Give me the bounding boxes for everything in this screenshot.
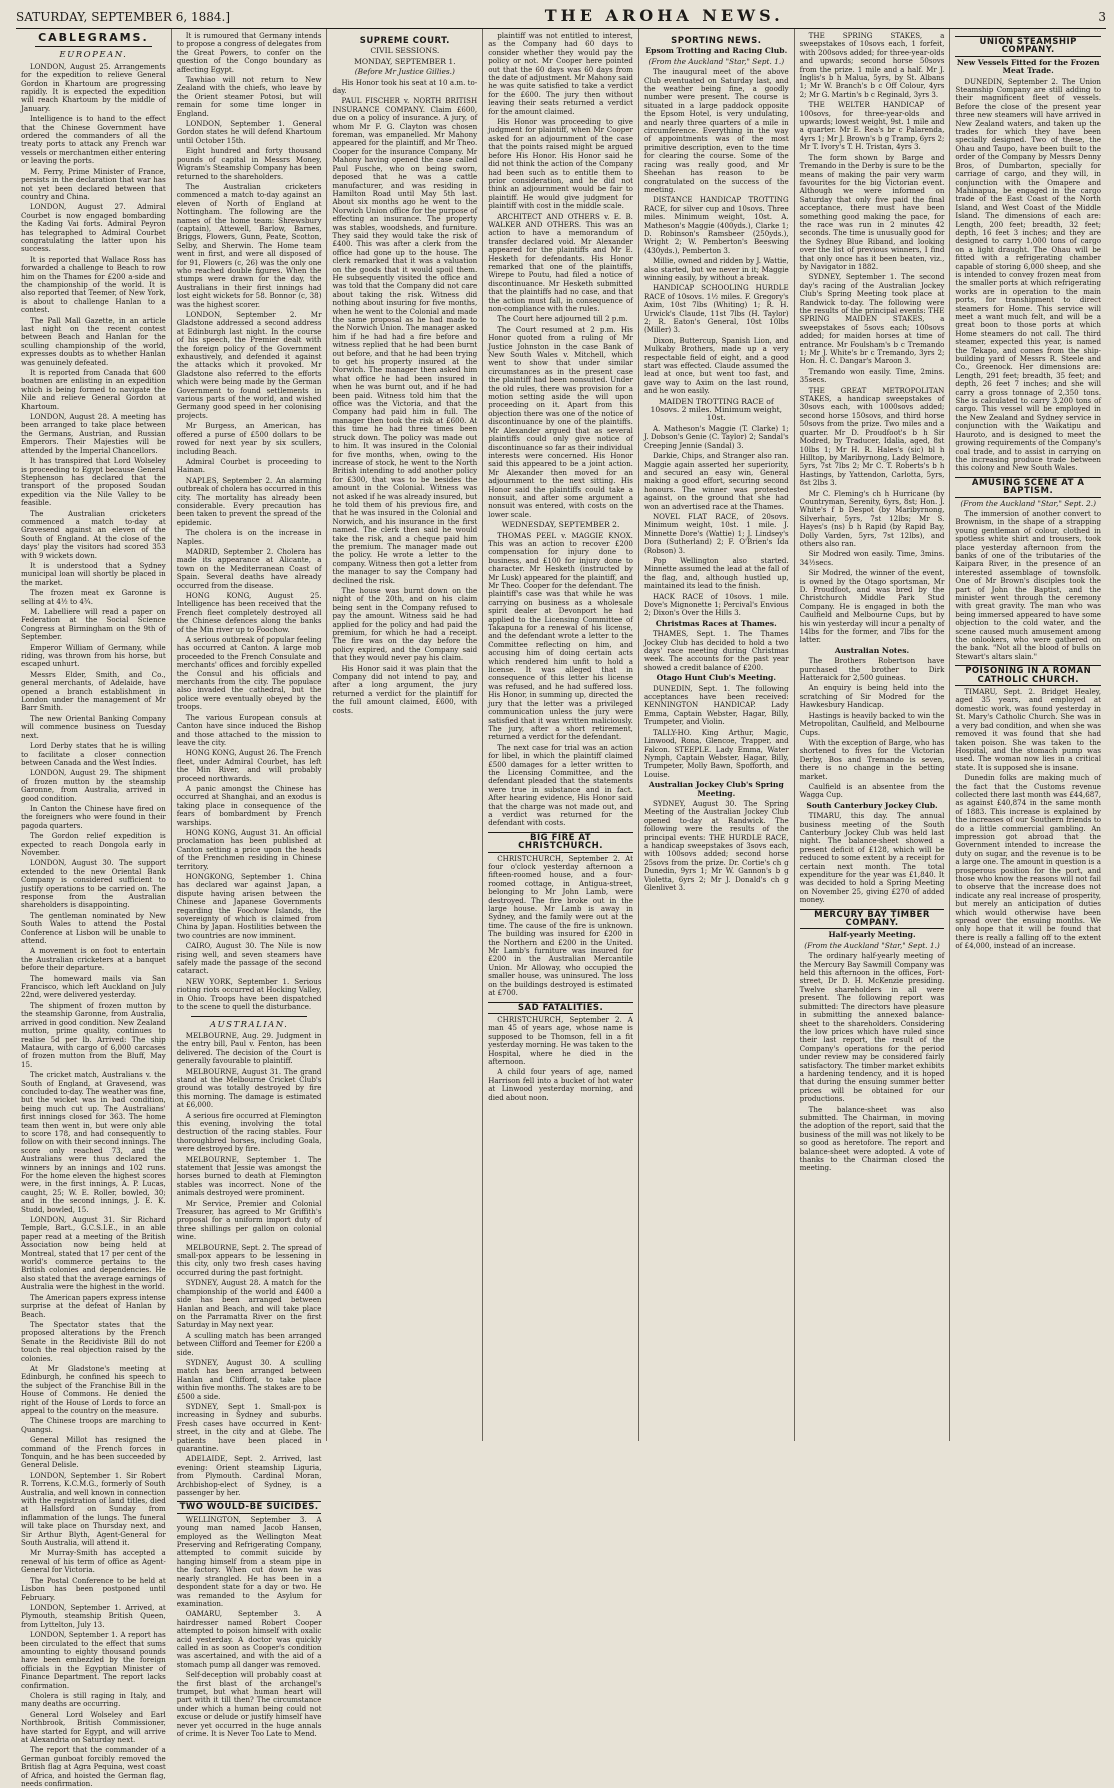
article-paragraph: The Australian cricketers commenced a match to-day against an eleven of North of England at Nottingham. The following are the names of the home team: Shrewsbury (captain), Attewell, Barlow, Barnes, Briggs, Flowers, Gunn, Peate, Scotton, Selby, and Sherwin. The Home team went in first, and were all disposed of for 91, Flowers (c, 26) was the only one who reached double figures. When the stumps were drawn for the day, the Australians in their first innings had lost eight wickets for 58. Bonnor (c, 38) was the highest scorer.	[176, 181, 322, 309]
article-paragraph: CHRISTCHURCH, September 2. A man 45 of years age, whose name is supposed to be Thomson, fell in a fit yesterday morning. He was taken to the Hospital, where he died in the afternoon.	[488, 1014, 633, 1066]
article-paragraph: LONDON, August 27. Admiral Courbet is now engaged bombarding the Kading Vai forts. Admiral Peyron has telegraphed to Admiral Courbet congratulating the latter upon his success.	[21, 202, 166, 254]
article-paragraph: Pop Wellington also started. Minnette assumed the lead at the fall of the flag, and, although hustled up, maintained its lead to the finish.	[643, 555, 789, 591]
article-paragraph: It has transpired that Lord Wolseley is proceeding to Egypt because General Stephenson has declared that the transport of the proposed Soudan expedition via the Nile Valley to be feasible.	[21, 456, 166, 508]
column-4	[483, 29, 639, 1441]
article-paragraph: Cholera is still raging in Italy, and many deaths are occurring.	[21, 1690, 166, 1709]
article-paragraph: OAMARU, September 3. A hairdresser named Robert Cooper attempted to poison himself with oxalic acid yesterday. A doctor was quickly called in as soon as Cooper's condition was ascertained, and with the aid of a stomach pump all danger was removed.	[176, 1609, 322, 1669]
poisoning-body	[955, 688, 1101, 951]
european-heading: EUROPEAN.	[59, 50, 128, 61]
epsom-source: (From the Auckland "Star," Sept. 1.)	[648, 56, 785, 66]
article-paragraph: Millie, owned and ridden by J. Wattie, also started, but we never in it; Maggie winning easily, by without a break.	[643, 256, 789, 282]
article-paragraph: Caulfield is an absentee from the Wagga Cup.	[799, 781, 945, 800]
fire-heading: BIG FIRE AT CHRISTCHURCH.	[488, 832, 633, 853]
article-paragraph: Emperor William of Germany, while riding, was thrown from his horse, but escaped unhurt.	[21, 642, 166, 669]
article-paragraph: The ordinary half-yearly meeting of the Mercury Bay Sawmill Company was held this afternoon in the offices, Fort-street, Dr D. H. McKenzie presiding. Twelve shareholders in all were present. The following report was submitted: The directors have pleasure in submitting the annexed balance-sheet to the shareholders. Considering the low prices which have ruled since their last report, the result of the Company's operations for the period under review may be considered fairly satisfactory. The timber market exhibits a hardening tendency, and it is hoped that during the ensuing summer better prices will be obtained for our productions.	[799, 951, 945, 1104]
column-1	[16, 29, 172, 1788]
racing-continued	[800, 32, 945, 645]
article-paragraph: The Postal Conference to be held at Lisbon has been postponed until February.	[21, 1575, 166, 1602]
mercury-bay-heading: MERCURY BAY TIMBER COMPANY.	[800, 909, 945, 930]
article-paragraph: The next case for trial was an action for libel, in which the plaintiff claimed £500 damages for a letter written to the Licensing Committee, and the defendant pleaded that the statements were true in substance and in fact. After hearing evidence, His Honor said that the charge was not made out, and a verdict was returned for the defendant with costs.	[488, 742, 633, 828]
article-paragraph: A serious fire occurred at Flemington this evening, involving the total destruction of the racing stables. Four thoroughbred horses, including Goala, were destroyed by fire.	[176, 1110, 322, 1154]
divider	[191, 1016, 308, 1017]
article-paragraph: Admiral Courbet is proceeding to Hainan.	[176, 456, 322, 475]
article-paragraph: HONG KONG, August 31. An official proclamation has been published at Canton setting a price upon the heads of the Frenchmen residing in Chinese territory.	[176, 827, 322, 871]
article-paragraph: General Lord Wolseley and Earl Northbrook, British Commissioner, have started for Egypt, and will arrive at Alexandria on Saturday next.	[21, 1709, 166, 1744]
issue-date: SATURDAY, SEPTEMBER 6, 1884.]	[16, 10, 231, 24]
article-paragraph: The inaugural meet of the above Club eventuated on Saturday last, and the weather being fine, a goodly number were present. The course is situated in a large paddock opposite the Epsom Hotel, is very undulating, and nearly three quarters of a mile in circumference. Everything in the way of appointments was of the most primitive description, even to the time for clearing the course. Some of the racing was really good, and Mr Sheehan has reason to be congratulated on the success of the meeting.	[643, 67, 789, 194]
article-paragraph: A panic amongst the Chinese has occurred at Shanghai, and an exodus is taking place in consequence of the fears of bombardment by French warships.	[176, 783, 322, 827]
article-paragraph: The Court resumed at 2 p.m. His Honor quoted from a ruling of Mr Justice Johnston in the case Bank of New South Wales v. Mitchell, which went to show that under similar circumstances as in the present case the plaintiff had been nonsuited. Under the old rules, there was provision for a motion setting aside the will upon proceeding on it. Apart from this objection there was one of the notice of discontinuance by one of the plaintiffs. Mr Alexander argued that as several plaintiffs could only give notice of discontinuance so far as their individual interests were concerned. His Honor said this appeared to be a joint action. Mr Alexander then moved for an adjournment to the next sitting. His Honor said the plaintiffs could take a nonsuit, and after some argument a nonsuit was entered, with costs on the lower scale.	[488, 324, 633, 519]
article-paragraph: The house was burnt down on the night of the 20th, and on his claim being sent in the Company refused to pay the amount. Witness said he had applied for the policy and had paid the premium, for which he had a receipt. The fire was on the day before the policy expired, and the Company said that they would never pay his claim.	[332, 586, 478, 663]
article-paragraph: SYDNEY, August 28. A match for the championship of the world and £400 a side has been arranged between Hanlan and Beach, and will take place on the Parramatta River on the first Saturday in May next year.	[176, 1278, 322, 1330]
article-paragraph: LONDON, August 25. Arrangements for the expedition to relieve General Gordon in Khartoum are progressing rapidly. It is expected the expedition will reach Khartoum by the middle of January.	[21, 61, 166, 113]
article-paragraph: Dunedin folks are making much of the fact that the Customs revenue collected there last month was £44,687, as against £40,874 in the same month of 1883. This increase is explained by the increases of our Southern friends to do a little commercial gambling. An impression got abroad that the Government intended to increase the duty on sugar, and the revenue is to be a large one. The amount in question is a prosperous position for the port, and those who know the reasons will not fail to observe that the increase does not indicate any real increase of prosperity, but merely an anticipation of duties which would otherwise have been spread over the ensuing months. We only hope that it will be found that there is really a falling off to the extent of £4,000, instead of an increase.	[955, 773, 1101, 951]
article-paragraph: A serious outbreak of popular feeling has occurred at Canton. A large mob proceeded to the French Consulate and merchants' offices and forcibly expelled the Consul and his officials and merchants from the city. The populace also invaded the cathedral, but the police were eventually obeyed by the troops.	[176, 635, 322, 712]
ajc-body	[644, 800, 789, 892]
article-paragraph: The cholera is on the increase in Naples.	[176, 528, 322, 546]
article-paragraph: SYDNEY, August 30. The Spring Meeting of the Australian Jockey Club opened to-day at Randwick. The following were the results of the principal events: THE HURDLE RACE, a handicap sweepstakes of 3sovs each, with 100sovs added; second horse 25sovs from the prize. Dr. Cortie's ch g Dunedin, 9yrs 1; Mr W. Gannon's b g Violetta, 6yrs 2; Mr J. Donald's ch g Glenlivet 3.	[643, 798, 789, 892]
article-paragraph: Mr C. Fleming's ch h Hurricane (by Countryman, Serenity, 6yrs, 8st; Hon. J. White's f b Despot (by Maribyrnong, Silverhair, 5yrs, 7st 12lbs; Mr S. Hayes's (ns) b h Rapid (by Rapid Bay, Dolly Varden, 5yrs, 7st 12lbs), and others also ran.	[799, 488, 945, 548]
australian-body	[177, 1032, 322, 1498]
article-paragraph: Mr Service, Premier and Colonial Treasurer, has agreed to Mr Griffith's proposal for a uniform import duty of three shillings per gallon on colonial wine.	[176, 1198, 322, 1242]
article-paragraph: His Honor was proceeding to give judgment for plaintiff, when Mr Cooper asked for an adjournment of the case that the points raised might be argued before His Honor. His Honor said he did not think the action of the Company had been such as to entitle them to prior consideration, and he did not think an adjournment would be fair to plaintiff. He would give judgment for plaintiff with cost in the middle scale.	[488, 117, 633, 211]
article-paragraph: The balance-sheet was also submitted. The Chairman, in moving the adoption of the report, said that the business of the mill was not likely to be so good as heretofore. The report and balance-sheet were adopted. A vote of thanks to the Chairman closed the meeting.	[799, 1104, 945, 1173]
columns	[16, 29, 1106, 1788]
article-paragraph: MELBOURNE, Aug. 29. Judgment in the entry bill, Paul v. Fenton, has been delivered. The decision of the Court is generally favourable to plaintiff.	[176, 1030, 322, 1066]
ajc-heading: Australian Jockey Club's Spring Meeting.	[648, 780, 784, 798]
divider	[35, 46, 152, 47]
article-paragraph: In Canton the Chinese have fired on the foreigners who were found in their pagoda quarters.	[21, 803, 166, 830]
civil-sessions: CIVIL SESSIONS.	[370, 46, 440, 56]
fire-body	[488, 855, 633, 998]
article-paragraph: M. Ferry, Prime Minister of France, persists in the declaration that war has not yet been declared between that country and China.	[21, 166, 166, 201]
article-paragraph: Dixon, Buttercup, Spanish Lion, and Mulkaby Brothers, made up a very respectable field of eight, and a good start was effected. Claude assumed the lead at once, but went too fast, and gave way to Axim on the last round, and he won easily.	[643, 335, 789, 396]
south-canterbury-heading: South Canterbury Jockey Club.	[806, 800, 938, 810]
baptism-source: (From the Auckland "Star," Sept. 2.)	[960, 498, 1096, 508]
article-paragraph: WELLINGTON, September 3. A young man named Jacob Hansen, employed as the Wellington Meat Preserving and Refrigerating Company, attempted to commit suicide by hanging himself from a steam pipe in the factory. When cut down he was nearly strangled. He has been in a despondent state for a day or two. He was remanded to the Asylum for examination.	[176, 1514, 322, 1608]
article-paragraph: Darkie, Chips, and Stranger also ran. Maggie again asserted her superiority, and secured an easy win, General making a good effort, securing second honours. The winner was protested against, on the ground that she had won an advertised race at the Thames.	[643, 451, 789, 511]
cablegrams-body	[21, 63, 166, 1788]
article-paragraph: MELBOURNE, Sept. 2. The spread of small-pox appears to be lessening in this city, only two fresh cases having occurred during the past fortnight.	[176, 1242, 322, 1277]
mercury-bay-source: (From the Auckland "Star," Sept. 1.)	[804, 940, 940, 950]
article-paragraph: His Honor took his seat at 10 a.m. to-day.	[332, 77, 478, 96]
article-paragraph: LONDON, September 1. Arrived, at Plymouth, steamship British Queen, from Lyttelton, July 13.	[21, 1602, 166, 1629]
article-paragraph: DISTANCE HANDICAP TROTTING RACE, for silver cup and 10sovs. Three miles. Minimum weight, 10st. A. Matheson's Maggie (400yds.), Clarke 1; D. Robinson's Ramsbeer (250yds.), Wright 2; W. Pemberton's Beeswing (430yds.), Pemberton 3.	[643, 195, 789, 255]
article-paragraph: DUNEDIN, September 2. The Union Steamship Company are still adding to their magnificent fleet of vessels. Before the close of the present year three new steamers will have arrived in New Zealand waters, and taken up the trades for which they have been specially designed. Two of these, the Ohau and Taupo, have been built to the order of the Company by Messrs Denny Bros, of Dumbarton, specially for carriage of cargo, and they will, in conjunction with the Omapere and Mahinapua, be engaged in the cargo trade of the East Coast of the North Island, and West Coast of the Middle Island. The dimensions of each are: Length, 200 feet; breadth, 32 feet; depth, 16 feet 3 inches; and they are designed to carry 1,000 tons of cargo on a light draught. The Ohau will be fitted with a refrigerating chamber capable of storing 6,000 sheep, and she is intended to convey frozen meat from the smaller ports at which refrigerating works are in operation to the main ports, for transhipment to direct steamers for Home. This service will meet a want much felt, and will be a great boon to those ports at which Home steamers do not call. The third steamer, expected this year, is named the Tekapo, and comes from the ship-building yard of Messrs R. Steele and Co., Greenock. Her dimensions are: Length, 291 feet; breadth, 35 feet; and depth, 26 feet 7 inches; and she will carry a gross tonnage of 2,350 tons. She is calculated to carry 3,200 tons of cargo. This vessel will be employed in the New Zealand and Sydney service in conjunction with the Waikatipu and Hauroto, and is designed to meet the growing requirements of the Company's coal trade, and to assist in carrying on the increasing produce trade between this colony and New South Wales.	[955, 76, 1101, 473]
article-paragraph: The Court here adjourned till 2 p.m.	[497, 314, 628, 324]
article-paragraph: DUNEDIN, Sept. 1. The following acceptances have been received: KENNINGTON HANDICAP. Lady Emma, Captain Webster, Hagar, Billy, Trumpeter, and Violin.	[643, 683, 789, 727]
cablegrams-naples	[177, 477, 322, 1012]
article-paragraph: PAUL FISCHER v. NORTH BRITISH INSURANCE COMPANY. Claim £600, due on a policy of insurance. A jury, of whom Mr F. G. Clayton was chosen foreman, was empanelled. Mr Mahony appeared for the plaintiff, and Mr Theo. Cooper for the insurance Company. Mr Mahony having opened the case called Paul Fusche, who on being sworn, deposed that he was a cattle manufacturer, and was residing in Hamilton Road until May 5th last. About six months ago he went to the Norwich Union office for the purpose of effecting an insurance. The property was stables, woodsheds, and furniture. They said they would take the risk of £400. This was after a clerk from the office had gone up to the house. The clerk remarked that it was a valuation on the goods that it would spoil them. He subsequently visited the office and was told that the Company did not care about taking the risk. Witness did nothing about insuring for five months, when he went to the Colonial and made the same proposal as he had made to the Norwich Union. The manager asked him if he had had a fire before and witness replied that he had been burnt out before, and that he had been trying to get his property insured at the Norwich. The manager then asked him what office he had been insured in when he was burnt out, and if he had been paid. Witness told him that the office was the Victoria, and that the Company had paid him in full. The manager then took the risk at £600. At this time he had three times been struck down. The policy was made out to him. It was insured in the Colonial for five months, when, owing to the increase of stock, he went to the North British intending to add another policy for £300, that was to be besides the amount in the Colonial. Witness was not asked if he was already insured, but he told them of his previous fire, and that he was insured in the Colonial and Norwich, and his insurance in the first named. The clerk then said he would take the risk, and a cheque paid him the premium. The manager made out the policy. He wrote a letter to the company. Witness then got a letter from the manager to say the Company had declined the risk.	[332, 96, 478, 585]
maiden-race-heading: MAIDEN TROTTING RACE of 10sovs. 2 miles. Minimum weight, 10st.	[650, 396, 783, 423]
union-steamship-subheading: New Vessels Fitted for the Frozen Meat Trade.	[956, 57, 1100, 76]
article-paragraph: SYDNEY, September 1. The second day's racing of the Australian Jockey Club's Spring Meeting took place at Randwick to-day. The following were the results of the principal events: THE SPRING MAIDEN STAKES, a sweepstakes of 5sovs each; 100sovs added; for maiden horses at time of entrance. Mr Foulsham's b c Tremando 1; Mr J. White's br c Tremando, 3yrs 2; Hon. H. C. Dangar's Maroon 3.	[799, 272, 945, 366]
article-paragraph: The Spectator states that the proposed alterations by the French Senate in the Recidiviste Bill do not touch the real objection raised by the colonies.	[21, 1319, 166, 1363]
article-paragraph: TIMARU, this day. The annual business meeting of the South Canterbury Jockey Club was held last night. The balance-sheet showed a present deficit of £128, which will be reduced to some extent by a receipt for certain next month. The total expenditure for the year was £1,840. It was decided to hold a Spring Meeting on November 25, giving £270 of added money.	[799, 811, 945, 905]
article-paragraph: Mr Burgess, an American, has offered a purse of £500 dollars to be rowed for next year by six scullers, including Beach.	[176, 421, 322, 456]
article-paragraph: The Brothers Robertson have purchased the brother to Dirk Hatteraick for 2,500 guineas.	[799, 656, 945, 683]
epsom-body	[644, 68, 789, 395]
article-paragraph: LONDON, September 2. Mr Gladstone addressed a second address at Edinburgh last night. In the course of his speech, the Premier dealt with the foreign policy of the Government exhaustively, and defended it against the attacks which it provoked. Mr Gladstone also referred to the efforts which were being made by the German Government to found settlements in various parts of the world, and wished Germany good speed in her colonising projects.	[176, 310, 322, 420]
article-paragraph: The shipment of frozen mutton by the steamship Garonne, from Australia, arrived in good condition. New Zealand mutton, prime quality, continues to realise 5d per lb. Arrived: The ship Mataura, with cargo of 6,000 carcases of frozen mutton from the Bluff, May 15.	[21, 1000, 166, 1069]
article-paragraph: THE SPRING STAKES, a sweepstakes of 10sovs each, 1 forfeit, with 200sovs added; for three-year-olds and upwards; second horse 50sovs from the prize. 1 mile and a half. Mr J. Inglis's b h Malua, 5yrs, by St. Albans 1; Mr W. Branch's b c Off Colour, 4yrs 2; Mr G. Martin's b c Reginald, 3yrs 3.	[799, 31, 945, 99]
article-paragraph: His Honor said it was plain that the Company did not intend to pay, and after a long argument, the jury returned a verdict for the plaintiff for the full amount claimed, £600, with costs.	[332, 663, 478, 715]
article-paragraph: The cricket match, Australians v. the South of England, at Gravesend, was concluded to-day. The weather was fine, but the wicket was in bad condition, being much cut up. The Australians' first innings closed for 363. The home team then went in, but were only able to score 178, and had consequently to follow on with their second innings. The score only reached 73, and the Australians were thus declared the winners by an innings and 102 runs. For the home eleven the highest scores were, in the first innings, A. P. Lucas, caught, 25; W. E. Roller, bowled, 30; and in the second innings, J. E. K. Studd, bowled, 15.	[21, 1070, 166, 1214]
article-paragraph: Sir Modred, the winner of the event, is owned by the Otago sportsman, Mr D. Proudfoot, and was bred by the Christchurch Middle Park Stud Company. He is engaged in both the Caulfield and Melbourne Cups, but by his win yesterday will incur a penalty of 14lbs for the former, and 7lbs for the latter.	[799, 568, 945, 645]
article-paragraph: LONDON, August 29. The shipment of frozen mutton by the steamship Garonne, from Australia, arrived in good condition.	[21, 768, 166, 803]
article-paragraph: Tawhiao will not return to New Zealand with the chiefs, who leave by the Orient steamer Potosi, but will remain for some time longer in England.	[176, 75, 322, 118]
article-paragraph: NOVEL FLAT RACE, of 20sovs. Minimum weight, 10st. 1 mile. J. Minnette Dore's (Wattie) 1; J. Lindsey's Dora (Sutherland) 2; F. O'Brien's Ida (Robson) 3.	[643, 511, 789, 555]
suicides-heading: TWO WOULD-BE SUICIDES.	[177, 1501, 322, 1513]
column-3	[327, 29, 483, 1441]
newspaper-title: THE AROHA NEWS.	[544, 6, 784, 25]
article-paragraph: NEW YORK, September 1. Serious rioting riots occurred at Hocking Valley, in Ohio. Troops have been dispatched to the scene to quell the disturbance.	[176, 976, 322, 1012]
article-paragraph: Self-deception will probably coast at the first blast of the archangel's trumpet, but what human heart will part with it till then? The circumstance under which a human being could not excuse or delude or justify himself have never yet occurred in the huge annals of crime. It is Never Too Late to Mend.	[176, 1670, 322, 1738]
article-paragraph: MELBOURNE, September 1. The statement that Jessie was amongst the horses burned to death at Flemington stables was incorrect. None of the animals destroyed were prominent.	[176, 1154, 322, 1198]
article-paragraph: It is rumoured that Germany intends to propose a congress of delegates from the Great Powers, to confer on the question of the Congo boundary as affecting Egypt.	[176, 31, 322, 74]
article-paragraph: HONG KONG, August 25. Intelligence has been received that the French fleet completely destroyed all the Chinese defences along the banks of the Min river up to Foochow.	[176, 591, 322, 634]
sporting-heading: SPORTING NEWS.	[671, 36, 762, 46]
article-paragraph: M. Labelliere will read a paper on Federation at the Social Science Congress at Birmingham on the 9th of September.	[21, 607, 166, 642]
article-paragraph: A movement is on foot to entertain the Australian cricketers at a banquet before their departure.	[21, 946, 166, 973]
article-paragraph: The form shown by Barge and Tremando in the Derby is sure to be the means of making the pair very warm favourites for the big Victorian event. Although we were informed on Saturday that only five paid the final acceptance, there must have been something good making the pace, for the race was run in 2 minutes 42 seconds. The time is unusually good for the Sydney Blue Riband, and looking over the list of previous winners, I find that only once has it been beaten, viz., by Navigator in 1882.	[799, 152, 945, 271]
baptism-body	[955, 510, 1101, 661]
australian-notes-heading: Australian Notes.	[834, 645, 910, 655]
article-paragraph: It is reported that Wallace Ross has forwarded a challenge to Beach to row him on the Thames for £200 a-side and the championship of the world. It is also reported that Teemer, of New York, is about to challenge Hanlan to a contest.	[21, 254, 166, 315]
court-date: MONDAY, SEPTEMBER 1.	[354, 56, 456, 66]
article-paragraph: Eight hundred and forty thousand pounds of capital in Messrs Money, Wigram's Steamship Company has been returned to the shareholders.	[176, 146, 322, 181]
article-paragraph: THE GREAT METROPOLITAN STAKES, a handicap sweepstakes of 30sovs each, with 1000sovs added; second horse 150sovs, and third horse 50sovs from the prize. Two miles and a quarter. Mr D. Proudfoot's b h Sir Modred, by Traducer, Idalia, aged, 8st 10lbs 1; Mr H. R. Hales's (sic) bl h Hilltop, by Maribyrnong, Lady Belmore, 5yrs, 7st 7lbs 2; Mr C. T. Roberts's b h Hastings, by Yattendon, Carlotta, 5yrs, 8st 2lbs 3.	[799, 385, 945, 488]
mercury-bay-subheading: Half-yearly Meeting.	[828, 930, 916, 940]
article-paragraph: LONDON, August 30. The support extended to the new Oriental Bank Company is considered sufficient to justify operations to be carried on. The response from the Australian shareholders is disappointing.	[21, 858, 166, 910]
article-paragraph: Messrs Elder, Smith, and Co., general merchants, of Adelaide, have opened a branch establishment in London under the management of Mr Barr Smith.	[21, 669, 166, 713]
article-paragraph: The new Oriental Banking Company will commence business on Tuesday next.	[21, 713, 166, 740]
article-paragraph: The Chinese troops are marching to Quangsi.	[21, 1416, 166, 1434]
column-7	[950, 29, 1106, 1441]
otago-heading: Otago Hunt Club's Meeting.	[656, 673, 776, 683]
article-paragraph: THOMAS PEEL v. MAGGIE KNOX. This was an action to recover £200 compensation for injury done to business, and £100 for injury done to character. Mr Hesketh (instructed by Mr Lusk) appeared for the plaintiff, and Mr Theo. Cooper for the defendant. The plaintiff's case was that while he was carrying on business as a wholesale spirit dealer at Devonport he had applied to the Licensing Committee of Takapuna for a renewal of his license, and the defendant wrote a letter to the Committee reflecting on him, and accusing him of doing certain acts which rendered him unfit to hold a license. It was alleged that in consequence of this letter his license was refused, and he had suffered loss. His Honor, in summing up, directed the jury that the letter was a privileged communication unless the jury were satisfied that it was written maliciously. The jury, after a short retirement, returned a verdict for the defendant.	[488, 530, 633, 742]
article-paragraph: LONDON, August 31. Sir Richard Temple, Bart., G.C.S.I.E., in an able paper read at a meeting of the British Association now being held at Montreal, stated that 17 per cent of the world's commerce pertains to the British colonies and dependencies. He also stated that the average earnings of Australia were the highest in the world.	[21, 1215, 166, 1292]
article-paragraph: A sculling match has been arranged between Clifford and Teemer for £200 a side.	[176, 1330, 322, 1357]
fatalities-body	[488, 1016, 633, 1102]
article-paragraph: The Australian cricketers commenced a match to-day at Gravesend against an eleven of the South of England. At the close of the days' play the visitors had scored 353 with 9 wickets down.	[21, 508, 166, 560]
article-paragraph: The Pall Mall Gazette, in an article last night on the recent contest between Beach and Hanlan for the sculling championship of the world, expresses doubts as to whether Hanlan was genuinely defeated.	[21, 315, 166, 367]
masthead	[16, 6, 1106, 29]
column-5	[639, 29, 795, 1441]
article-paragraph: HACK RACE of 10sovs. 1 mile. Dove's Mignonette 1; Percival's Envious 2; Dixon's Over the Hills 3.	[643, 591, 789, 618]
australian-heading: AUSTRALIAN.	[209, 1019, 289, 1030]
article-paragraph: The various European consuls at Canton have since induced the Bishop and those attached to the mission to leave the city.	[176, 712, 322, 747]
column-6	[795, 29, 951, 1441]
suicides-body	[177, 1516, 322, 1739]
court-body	[332, 79, 477, 715]
cablegrams-continued	[177, 32, 322, 475]
article-paragraph: TIMARU, Sept. 2. Bridget Healey, aged 35 years, and employed at domestic work, was found yesterday in St. Mary's Catholic Church. She was in a very bad condition, and when she was removed it was found that she had taken poison. She was taken to the Hospital, and the stomach pump was used. The woman now lies in a critical state. It is supposed she is insane.	[955, 687, 1101, 772]
article-paragraph: Tremando won easily. Time, 2mins. 35secs.	[799, 366, 945, 385]
christmas-heading: Christmas Races at Thames.	[655, 618, 777, 628]
article-paragraph: SYDNEY, August 30. A sculling match has been arranged between Hanlan and Clifford, to take place within five months. The stakes are to be £500 a side.	[176, 1357, 322, 1401]
article-paragraph: ADELAIDE, Sept. 2. Arrived, last evening: Orient steamship Liguria, from Plymouth. Cardinal Moran, Archbishop-elect of Sydney, is a passenger by her.	[176, 1454, 322, 1498]
article-paragraph: Intelligence is to hand to the effect that the Chinese Government have ordered the commanders of all the treaty ports to attack any French war vessels or merchantmen either entering or leaving the ports.	[21, 114, 166, 166]
article-paragraph: MELBOURNE, August 31. The grand stand at the Melbourne Cricket Club's ground was totally destroyed by fire this morning. The damage is estimated at £6,000.	[176, 1066, 322, 1110]
article-paragraph: General Millot has resigned the command of the French forces in Tonquin, and he has been succeeded by General Delisle.	[21, 1435, 166, 1470]
article-paragraph: LONDON, August 28. A meeting has been arranged to take place between the Germans, Austrian, and Russian Emperors. Their Majesties will be attended by the Imperial Chancellors.	[21, 412, 166, 455]
epsom-body-2	[644, 425, 789, 618]
column-2	[172, 29, 328, 1738]
article-paragraph: plaintiff was not entitled to interest, as the Company had 60 days to consider whether they would pay the policy or not. Mr Cooper here pointed out that the 60 days was 60 days from the date of adjustment. Mr Mahony said he was quite satisfied to take a verdict for the £600. The jury then without leaving their seats returned a verdict for the amount claimed.	[488, 31, 633, 116]
article-paragraph: A. Matheson's Maggie (T. Clarke) 1; J. Dobson's Genie (C. Taylor) 2; Sandal's Creeping Jennie (Sandal) 3.	[643, 423, 789, 450]
article-paragraph: The Gordon relief expedition is expected to reach Dongola early in November.	[21, 831, 166, 857]
otago-body	[644, 685, 789, 779]
article-paragraph: Sir Modred won easily. Time, 3mins. 34½secs.	[799, 549, 945, 567]
article-paragraph: The American papers express intense surprise at the defeat of Hanlan by Beach.	[21, 1292, 166, 1319]
article-paragraph: It is understood that a Sydney municipal loan will shortly be placed in the market.	[21, 560, 166, 587]
poisoning-heading: POISONING IN A ROMAN CATHOLIC CHURCH.	[955, 665, 1101, 686]
article-paragraph: HANDICAP SCHOOLING HURDLE RACE of 10sovs. 1½ miles. F. Gregory's Axim, 10st 7lbs (Whiting) 1; R. H. Urwick's Claude, 11st 7lbs (H. Taylor) 2; R. Eaton's General, 10st 10lbs (Miller) 3.	[643, 283, 789, 335]
article-paragraph: The homeward mails via San Francisco, which left Auckland on July 22nd, were delivered yesterday.	[21, 973, 166, 1000]
article-paragraph: LONDON, September 1. A report has been circulated to the effect that sums amounting to eighty thousand pounds have been embezzled by the foreign officials in the Egyptian Minister of Finance Department. The report lacks confirmation.	[21, 1630, 166, 1690]
union-steamship-body	[955, 78, 1101, 473]
article-paragraph: The frozen meat ex Garonne is selling at 4½ to 4¾.	[21, 588, 166, 606]
article-paragraph: At Mr Gladstone's meeting at Edinburgh, he confined his speech to the subject of the Franchise Bill in the House of Commons. He denied the right of the House of Lords to force an appeal to the country on the measure.	[21, 1363, 166, 1415]
article-paragraph: NAPLES, September 2. An alarming outbreak of cholera has occurred in this city. The mortality has already been considerable. Every precaution has been taken to prevent the spread of the epidemic.	[176, 475, 322, 527]
union-steamship-heading: UNION STEAMSHIP COMPANY.	[955, 36, 1101, 57]
article-paragraph: The report that the commander of a German gunboat forcibly removed the British flag at Agra Pequina, west coast of Africa, and hoisted the German flag, needs confirmation.	[21, 1745, 166, 1788]
article-paragraph: THAMES, Sept. 1. The Thames Jockey Club has decided to hold a two days' race meeting during Christmas week. The accounts for the past year showed a credit balance of £200.	[643, 629, 789, 672]
article-paragraph: THE WELTER HANDICAP of 100sovs, for three-year-olds and upwards; lowest weight, 9st. 1 mile and a quarter. Mr E. Rea's br c Palarenda, 4yrs 1; Mr J. Brown's b g Tramp, 6yrs 2; Mr T. Ivory's T. H. Tristan, 4yrs 3.	[799, 100, 945, 152]
article-paragraph: HONGKONG, September 1. China has declared war against Japan, a dispute having arisen between the Chinese and Japanese Governments regarding the Foochow Islands, the sovereignty of which is claimed from China by Japan. Hostilities between the two countries are now imminent.	[176, 872, 322, 940]
court-judge: (Before Mr Justice Gillies.)	[354, 67, 455, 77]
court-continued	[488, 32, 633, 519]
article-paragraph: HONG KONG, August 26. The French fleet, under Admiral Courbet, has left the Min River, and will probably proceed northwards.	[176, 748, 322, 783]
epsom-heading: Epsom Trotting and Racing Club.	[645, 46, 788, 56]
article-paragraph: It is reported from Canada that 600 boatmen are enlisting in an expedition which is being formed to navigate the Nile and relieve General Gordon at Khartoum.	[21, 368, 166, 411]
christmas-body	[644, 630, 789, 672]
article-paragraph: MADRID, September 2. Cholera has made its appearance at Alicante, a town on the Mediterranean Coast of Spain. Several deaths have already occurred from the disease.	[176, 546, 322, 590]
article-paragraph: Hastings is heavily backed to win the Metropolitan, Caulfield, and Melbourne Cups.	[799, 710, 945, 737]
fatalities-heading: SAD FATALITIES.	[488, 1002, 633, 1014]
article-paragraph: The immersion of another convert to Brownism, in the shape of a strapping young gentleman of colour, clothed in spotless white shirt and trousers, took place yesterday afternoon from the banks of one of the tributaries of the Kaipara River, in the presence of an interested assemblage of townsfolk. One of Mr Brown's disciples took the part of John the Baptist, and the minister went through the ceremony with great gravity. The man who was being immersed appeared to have some objection to the cold water, and the scene caused much amusement among the onlookers, who were gathered on the bank. "Not all the blood of bulls on Stewart's altars slain."	[955, 508, 1101, 661]
south-canterbury-body	[800, 812, 945, 904]
article-paragraph: Mr Murray-Smith has accepted a renewal of his term of office as Agent-General for Victoria.	[21, 1548, 166, 1575]
article-paragraph: SYDNEY, Sept 1. Small-pox is increasing in Sydney and suburbs. Fresh cases have occurred in Kent-street, in the city and at Glebe. The patients have been placed in quarantine.	[176, 1401, 322, 1453]
article-paragraph: Lord Derby states that he is willing to facilitate a closer connection between Canada and the West Indies.	[21, 741, 166, 767]
article-paragraph: CAIRO, August 30. The Nile is now rising well, and seven steamers have safely made the passage of the second cataract.	[176, 941, 322, 976]
article-paragraph: LONDON, September 1. General Gordon states he will defend Khartoum until October 15th.	[176, 119, 322, 145]
mercury-bay-body	[800, 952, 945, 1173]
australian-notes-body	[800, 657, 945, 800]
cablegrams-heading: CABLEGRAMS.	[38, 31, 149, 44]
article-paragraph: LONDON, September 1. Sir Robert R. Torrens, K.C.M.G., formerly of South Australia, and well known in connection with the registration of land titles, died at Hallsford on Sunday from inflammation of the lungs. The funeral will take place on Thursday next, and Sir Arthur Blyth, Agent-General for South Australia, will attend it.	[21, 1470, 166, 1548]
article-paragraph: An enquiry is being held into the scratching of Sir Modred for the Hawkesbury Handicap.	[799, 683, 945, 710]
article-paragraph: A child four years of age, named Harrison fell into a bucket of hot water at Linwood yesterday morning, and died about noon.	[488, 1067, 633, 1102]
baptism-heading: AMUSING SCENE AT A BAPTISM.	[955, 477, 1101, 498]
supreme-court-heading: SUPREME COURT.	[359, 36, 450, 46]
article-paragraph: TALLY-HO. King Arthur, Magic, Linwood, Rona, Glencoe, Trapper, and Falcon. STEEPLE. Lady Emma, Water Nymph, Captain Webster, Hagar, Billy, Trumpeter, Molly Bawn, Spofforth, and Louise.	[643, 727, 789, 779]
article-paragraph: With the exception of Barge, who has shortened to fives for the Victorian Derby, Bos and Tremando is seven, there is no change in the betting market.	[799, 737, 945, 781]
wednesday-body	[488, 532, 633, 828]
article-paragraph: The gentleman nominated by New South Wales to attend the Postal Conference at Lisbon will be unable to attend.	[21, 910, 166, 946]
article-paragraph: ARCHITECT AND OTHERS v. E. B. WALKER AND OTHERS. This was an action to have a memorandum of transfer declared void. Mr Alexander appeared for the plaintiffs and Mr E. Hesketh for defendants. His Honor remarked that one of the plaintiffs, Wirepe to Poutu, had filed a notice of discontinuance. Mr Hesketh submitted that the plaintiffs had no case, and that the action must fall, in consequence of non-compliance with the rules.	[488, 211, 633, 313]
page-number: 3	[1098, 10, 1106, 24]
wednesday-heading: WEDNESDAY, SEPTEMBER 2.	[501, 520, 620, 530]
article-paragraph: CHRISTCHURCH, September 2. At four o'clock yesterday afternoon a fifteen-roomed house, and a four-roomed cottage, in Antigua-street, belonging to Mr John Lamb, were destroyed. The fire broke out in the large house. Mr Lamb is away in Sydney, and the family were out at the time. The cause of the fire is unknown. The building was insured for £200 in the Northern and £200 in the United. Mr Lamb's furniture was insured for £200 in the Australian Mercantile Union. Mr Alloway, who occupied the smaller house, was uninsured. The loss on the buildings destroyed is estimated at £700.	[488, 853, 633, 998]
